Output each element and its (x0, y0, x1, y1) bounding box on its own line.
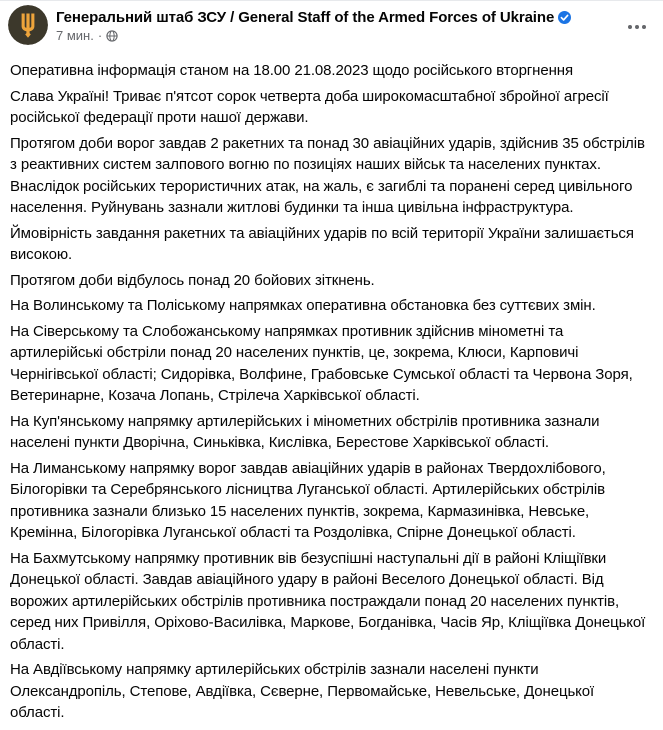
post-paragraph: Слава Україні! Триває п'ятсот сорок четверта доба широкомасштабної збройної агресії російської федерації проти нашої держави. (10, 87, 609, 126)
post-paragraph: На Волинському та Поліському напрямках оперативна обстановка без суттєвих змін. (10, 297, 596, 314)
timestamp[interactable]: 7 мин. (56, 28, 94, 43)
post-paragraph: Протягом доби ворог завдав 2 ракетних та понад 30 авіаційних ударів, здійснив 35 обстрілів з реактивних систем залпового вогню по позиціях наших військ та населених пунктах. Внаслідок російських терористичних атак, на жаль, є загиблі та поранені серед цивільного населення. Руйнувань зазнали житлові будинки та інша цивільна інфраструктура. (10, 134, 645, 216)
post-header (0, 1, 663, 45)
verified-badge-icon (558, 11, 571, 24)
post-paragraph: Ймовірність завдання ракетних та авіаційних ударів по всій території України залишається високою. (10, 224, 634, 263)
globe-icon (106, 30, 118, 42)
header-info (56, 5, 653, 43)
post-text (0, 45, 663, 730)
post-options-button[interactable] (623, 17, 651, 39)
title-row (56, 9, 653, 26)
post-paragraph: На Авдіївському напрямку артилерійських обстрілів зазнали населені пункти Олександропіль, Степове, Авдіївка, Сєверне, Первомайське, Невельське, Донецької області. (10, 661, 595, 721)
post-paragraph: На Бахмутському напрямку противник вів безуспішні наступальні дії в районі Кліщіївки Донецької області. Завдав авіаційного удару в районі Веселого Донецької області. Від ворожих артилерійських обстрілів противника постраждали понад 20 населених пунктів, серед них Привілля, Оріхово-Василівка, Маркове, Богданівка, Часів Яр, Кліщіївка Донецької області. (10, 549, 646, 653)
post-paragraph: Оперативна інформація станом на 18.00 21.08.2023 щодо російського вторгнення (10, 62, 573, 79)
meta-separator: · (97, 28, 103, 43)
post-paragraph: Протягом доби відбулось понад 20 бойових зіткнень. (10, 271, 375, 289)
ellipsis-icon (626, 16, 648, 41)
post-meta (56, 29, 653, 43)
page-name-link[interactable]: Генеральний штаб ЗСУ / General Staff of the Armed Forces of Ukraine (56, 9, 555, 26)
post-paragraph: На Куп'янському напрямку артилерійських і мінометних обстрілів противника зазнали населені пункти Дворічна, Синьківка, Кислівка, Берестове Харківської області. (10, 412, 600, 451)
post-paragraph: На Лиманському напрямку ворог завдав авіаційних ударів в районах Твердохлібового, Білогорівки та Серебрянського лісництва Луганської області. Артилерійських обстрілів противника зазнали близько 15 населених пунктів, зокрема, Кармазинівка, Невське, Кремінна, Білогорівка Луганської області та Роздолівка, Спірне Донецької області. (10, 459, 606, 541)
trident-emblem-icon (8, 32, 48, 45)
post-paragraph: На Сіверському та Слобожанському напрямках противник здійснив мінометні та артилерійські обстріли понад 20 населених пунктів, це, зокрема, Клюси, Карповичі Чернігівської області; Сидорівка, Волфине, Грабовське Сумської області та Червона Зоря, Ветеринарне, Козача Лопань, Стрілеча Харківської області. (10, 322, 633, 404)
page-avatar[interactable] (8, 5, 48, 45)
